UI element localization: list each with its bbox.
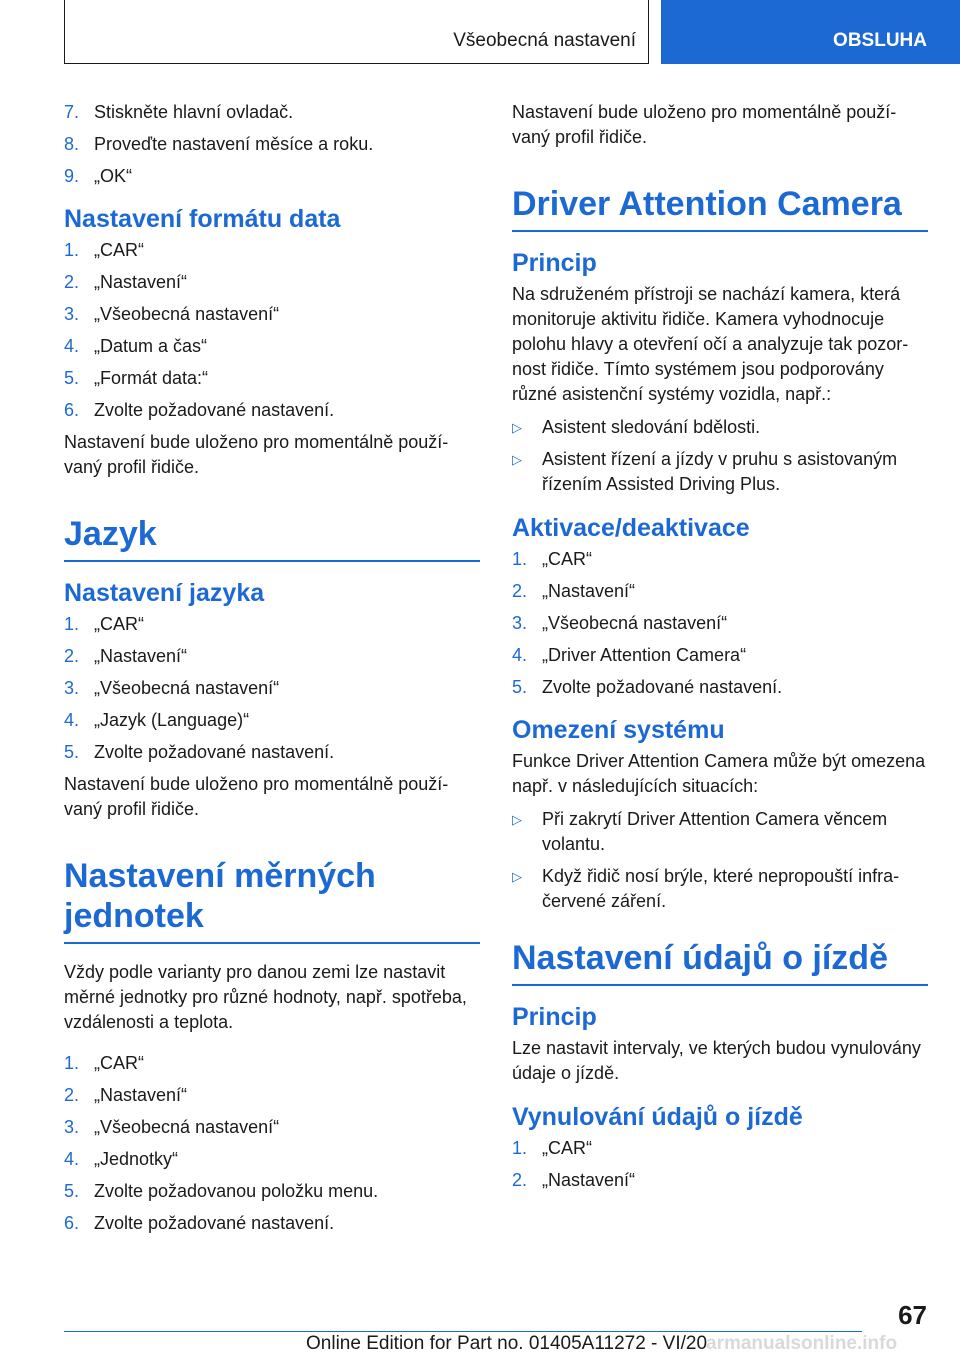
list-item [512, 807, 928, 857]
step-text: „Všeobecná nastavení“ [542, 613, 728, 633]
list-item [64, 334, 480, 359]
step-number: 2. [512, 1170, 528, 1190]
list-item [64, 1211, 480, 1236]
step-text: Stiskněte hlavní ovladač. [94, 102, 294, 122]
bullet-text: Při zakrytí Driver Attention Camera věncem volantu. [542, 809, 888, 854]
step-text: „Driver Attention Camera“ [542, 645, 747, 665]
triangle-right-icon: ▷ [512, 869, 522, 884]
header-title-box [64, 0, 649, 64]
list-item [512, 579, 928, 604]
steps-list [64, 100, 480, 189]
step-text: „Nastavení“ [94, 646, 188, 666]
step-text: Proveďte nastavení měsíce a roku. [94, 134, 374, 154]
header-section-tab [661, 0, 960, 64]
step-number: 2. [64, 272, 80, 292]
step-text: „Nastavení“ [542, 581, 636, 601]
step-text: „CAR“ [94, 240, 144, 260]
step-number: 2. [64, 646, 80, 666]
step-number: 8. [64, 134, 80, 154]
list-item [512, 864, 928, 914]
step-number: 4. [64, 710, 80, 730]
step-number: 3. [64, 304, 80, 324]
step-number: 3. [64, 1117, 80, 1137]
left-column [64, 100, 480, 1243]
step-text: „CAR“ [94, 614, 144, 634]
list-item [64, 676, 480, 701]
heading-jazyk: Jazyk [64, 514, 480, 562]
list-item [64, 164, 480, 189]
footer-edition: Online Edition for Part no. 01405A11272 - VI/20 [306, 1333, 708, 1354]
paragraph: Funkce Driver Attention Camera může být omezena např. v následujících situacích: [512, 751, 926, 796]
bullet-list [512, 415, 928, 497]
step-number: 9. [64, 166, 80, 186]
step-number: 4. [64, 336, 80, 356]
step-number: 5. [64, 742, 80, 762]
step-number: 1. [512, 549, 528, 569]
step-text: „Všeobecná nastavení“ [94, 1117, 280, 1137]
steps-list [512, 547, 928, 700]
list-item [64, 1115, 480, 1140]
bullet-text: Asistent řízení a jízdy v pruhu s asistovaným řízením Assisted Driving Plus. [542, 449, 898, 494]
list-item [64, 644, 480, 669]
list-item [512, 547, 928, 572]
step-text: „OK“ [94, 166, 132, 186]
step-text: „Formát data:“ [94, 368, 209, 388]
step-number: 6. [64, 1213, 80, 1233]
step-text: Zvolte požadované nastavení. [94, 1213, 335, 1233]
list-item [64, 238, 480, 263]
list-item [512, 643, 928, 668]
step-number: 3. [64, 678, 80, 698]
paragraph: Nastavení bude uloženo pro momentálně používaný profil řidiče. [64, 432, 449, 477]
steps-list [64, 612, 480, 765]
step-text: Zvolte požadovanou položku menu. [94, 1181, 379, 1201]
list-item [64, 1179, 480, 1204]
list-item [512, 1136, 928, 1161]
paragraph: Vždy podle varianty pro danou zemi lze nastavit měrné jednotky pro různé hodnoty, např. spotřeba, vzdálenosti a teplota. [64, 962, 467, 1032]
list-item [64, 100, 480, 125]
step-number: 4. [512, 645, 528, 665]
step-text: „CAR“ [542, 549, 592, 569]
list-item [64, 1083, 480, 1108]
list-item [64, 132, 480, 157]
header-section-label: OBSLUHA [833, 30, 927, 51]
list-item [512, 611, 928, 636]
step-number: 6. [64, 400, 80, 420]
step-number: 4. [64, 1149, 80, 1169]
step-text: „Všeobecná nastavení“ [94, 678, 280, 698]
heading-format-data: Nastavení formátu data [64, 205, 341, 233]
list-item [64, 612, 480, 637]
watermark: armanualsonline.info [706, 1333, 898, 1354]
heading-merne-jednotky: Nastavení měrných jednotek [64, 856, 480, 944]
step-number: 1. [64, 240, 80, 260]
heading-udaje-o-jizde: Nastavení údajů o jízdě [512, 938, 928, 986]
step-number: 1. [64, 614, 80, 634]
step-number: 1. [64, 1053, 80, 1073]
step-text: Zvolte požadované nastavení. [94, 400, 335, 420]
footer-divider [64, 1331, 862, 1332]
steps-list [512, 1136, 928, 1193]
header-title: Všeobecná nastavení [453, 30, 636, 51]
step-text: „Nastavení“ [94, 272, 188, 292]
step-number: 7. [64, 102, 80, 122]
paragraph: Nastavení bude uloženo pro momentálně používaný profil řidiče. [512, 102, 897, 147]
step-text: „Jazyk (Language)“ [94, 710, 250, 730]
heading-nastaveni-jazyka: Nastavení jazyka [64, 579, 265, 607]
step-text: „Nastavení“ [542, 1170, 636, 1190]
list-item [64, 1051, 480, 1076]
step-number: 3. [512, 613, 528, 633]
step-text: Zvolte požadované nastavení. [542, 677, 783, 697]
triangle-right-icon: ▷ [512, 420, 522, 435]
paragraph: Na sdruženém přístroji se nachází kamera, která monitoruje aktivitu řidiče. Kamera vyhodnocuje polohu hlavy a otevření očí a analyzuje tak pozornost řidiče. Tímto systémem jsou podporovány různé asistenční systémy vozidla, např.: [512, 284, 909, 404]
heading-princip: Princip [512, 249, 597, 277]
triangle-right-icon: ▷ [512, 452, 522, 467]
bullet-text: Když řidič nosí brýle, které nepropouští infračervené záření. [542, 866, 900, 911]
page-number: 67 [898, 1300, 927, 1330]
step-number: 2. [512, 581, 528, 601]
bullet-text: Asistent sledování bdělosti. [542, 417, 761, 437]
list-item [64, 1147, 480, 1172]
list-item [64, 740, 480, 765]
list-item [512, 1168, 928, 1193]
step-number: 1. [512, 1138, 528, 1158]
heading-vynulovani: Vynulování údajů o jízdě [512, 1103, 803, 1131]
bullet-list [512, 807, 928, 914]
step-text: „CAR“ [542, 1138, 592, 1158]
step-text: „Všeobecná nastavení“ [94, 304, 280, 324]
step-text: „CAR“ [94, 1053, 144, 1073]
step-text: Zvolte požadované nastavení. [94, 742, 335, 762]
paragraph: Lze nastavit intervaly, ve kterých budou vynulovány údaje o jízdě. [512, 1038, 921, 1083]
list-item [64, 302, 480, 327]
list-item [64, 398, 480, 423]
triangle-right-icon: ▷ [512, 812, 522, 827]
steps-list [64, 1051, 480, 1236]
right-column [512, 100, 928, 1200]
step-number: 5. [64, 368, 80, 388]
heading-princip: Princip [512, 1003, 597, 1031]
steps-list [64, 238, 480, 423]
list-item [64, 270, 480, 295]
list-item [64, 366, 480, 391]
heading-omezeni: Omezení systému [512, 716, 725, 744]
heading-driver-attention-camera: Driver Attention Camera [512, 184, 928, 232]
list-item [512, 415, 928, 440]
step-text: „Jednotky“ [94, 1149, 179, 1169]
step-text: „Datum a čas“ [94, 336, 208, 356]
step-number: 5. [64, 1181, 80, 1201]
step-number: 5. [512, 677, 528, 697]
list-item [64, 708, 480, 733]
step-number: 2. [64, 1085, 80, 1105]
list-item [512, 447, 928, 497]
step-text: „Nastavení“ [94, 1085, 188, 1105]
heading-aktivace: Aktivace/deaktivace [512, 514, 750, 542]
paragraph: Nastavení bude uloženo pro momentálně používaný profil řidiče. [64, 774, 449, 819]
list-item [512, 675, 928, 700]
